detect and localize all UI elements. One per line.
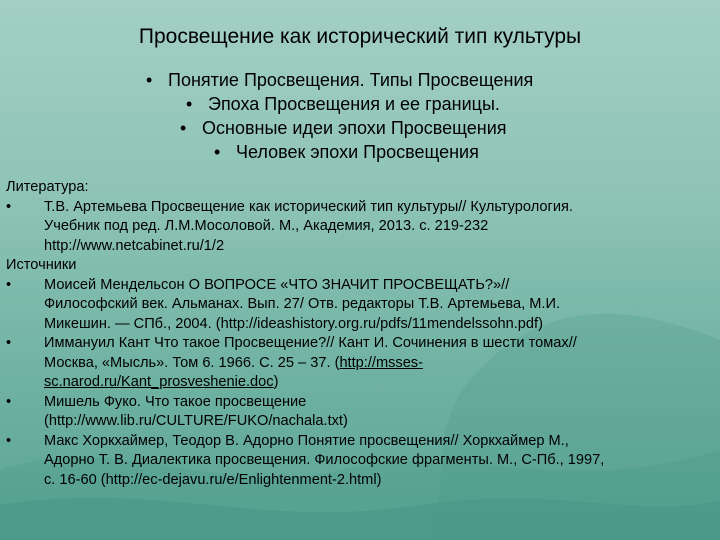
bullet: • — [6, 335, 12, 351]
kant-link-part2[interactable]: sc.narod.ru/Kant_prosveshenie.doc — [44, 374, 274, 390]
reference-line: Макс Хоркхаймер, Теодор В. Адорно Понятие просвещения// Хоркхаймер М., — [44, 432, 569, 449]
source-item — [6, 276, 712, 335]
topic-item — [146, 68, 533, 92]
literature-item — [6, 198, 712, 257]
reference-line: http://www.netcabinet.ru/1/2 — [44, 237, 225, 254]
reference-line: (http://www.lib.ru/CULTURE/FUKO/nachala.txt) — [44, 413, 348, 429]
source-item — [6, 432, 712, 491]
reference-line: Мишель Фуко. Что такое просвещение — [44, 393, 307, 410]
topic-item — [186, 92, 500, 116]
literature-heading: Литература: — [6, 179, 89, 195]
source-item — [6, 334, 712, 393]
slide-title: Просвещение как исторический тип культуры — [138, 25, 582, 48]
reference-line: Т.В. Артемьева Просвещение как исторический тип культуры// Культурология. — [44, 198, 573, 215]
reference-line: Учебник под ред. Л.М.Мосоловой. М., Академия, 2013. с. 219-232 — [44, 218, 489, 234]
topic-item — [180, 116, 507, 140]
bullet: • — [6, 198, 12, 215]
reference-text: ) — [273, 374, 279, 390]
reference-line: Адорно Т. В. Диалектика просвещения. Философские фрагменты. М., С-Пб., 1997, — [44, 452, 605, 468]
reference-line: Философский век. Альманах. Вып. 27/ Отв. редакторы Т.В. Артемьева, М.И. — [44, 296, 560, 312]
topic-text: Человек эпохи Просвещения — [236, 142, 479, 162]
sources-heading: Источники — [6, 257, 77, 273]
reference-line: Микешин. — СПб., 2004. (http://ideashistory.org.ru/pdfs/11mendelssohn.pdf) — [44, 315, 543, 332]
reference-line: с. 16-60 (http://ec-dejavu.ru/e/Enlightenment-2.html) — [44, 471, 382, 488]
topic-text: Эпоха Просвещения и ее границы. — [208, 94, 500, 114]
bullet: • — [214, 142, 221, 162]
topic-item — [214, 140, 479, 164]
bullet: • — [186, 94, 193, 114]
bullet: • — [146, 70, 153, 90]
references-section — [6, 178, 712, 490]
bullet: • — [6, 276, 12, 293]
reference-line — [44, 373, 712, 393]
reference-line: Иммануил Кант Что такое Просвещение?// Кант И. Сочинения в шести томах// — [44, 335, 577, 351]
reference-line — [44, 354, 712, 374]
bullet: • — [6, 432, 12, 449]
reference-text: Москва, «Мысль». Том 6. 1966. С. 25 – 37. ( — [44, 354, 340, 371]
source-item — [6, 393, 712, 432]
bullet: • — [6, 393, 12, 410]
topic-text: Понятие Просвещения. Типы Просвещения — [168, 70, 534, 90]
reference-line: Моисей Мендельсон О ВОПРОСЕ «ЧТО ЗНАЧИТ ПРОСВЕЩАТЬ?»// — [44, 276, 510, 293]
topic-text: Основные идеи эпохи Просвещения — [202, 118, 507, 138]
kant-link-part1[interactable]: http://msses- — [339, 354, 423, 371]
bullet: • — [180, 118, 187, 138]
